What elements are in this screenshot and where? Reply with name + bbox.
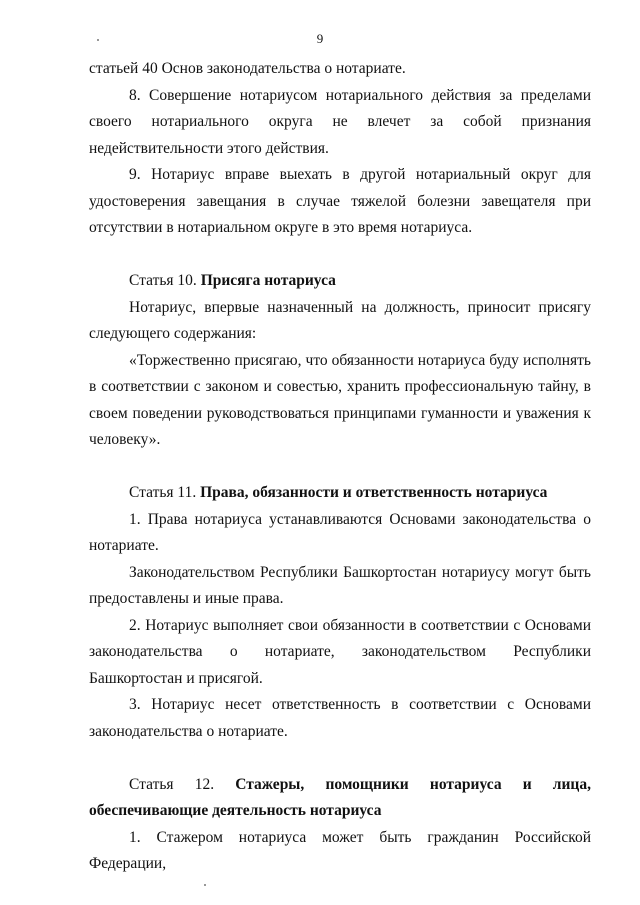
article-10-heading: [89, 268, 591, 295]
paragraph-item-9: 9. Нотариус вправе выехать в другой нотариальный округ для удостоверения завещания в случае тяжелой болезни завещателя при отсутствии в нотариальном округе в это время нотариуса.: [89, 166, 591, 236]
paragraph-item-8: 8. Совершение нотариусом нотариального действия за пределами своего нотариального округа не влечет за собой признания недействительности этого действия.: [89, 86, 591, 157]
article-10-paragraph-1: Нотариус, впервые назначенный на должность, приносит присягу следующего содержания:: [89, 298, 591, 342]
article-12-paragraph-1: 1. Стажером нотариуса может быть гражданин Российской Федерации,: [89, 828, 591, 872]
article-11-paragraph-1: 1. Права нотариуса устанавливаются Основами законодательства о нотариате.: [89, 510, 591, 554]
article-10-oath-text: «Торжественно присягаю, что обязанности нотариуса буду исполнять в соответствии с законом и совестью, хранить профессиональную тайну, в своем поведении руководствоваться принципами гуманности и уважения к человеку».: [89, 351, 591, 448]
article-10-title: Присяга нотариуса: [200, 272, 336, 289]
article-11-paragraph-2: Законодательством Республики Башкортостан нотариусу могут быть предоставлены и иные права.: [89, 563, 591, 607]
article-11-heading: [89, 480, 591, 507]
article-12-heading: [89, 772, 591, 825]
page-number: 9: [316, 31, 324, 46]
article-11-title: Права, обязанности и ответственность нотариуса: [200, 484, 548, 501]
paragraph-continuation: статьей 40 Основ законодательства о нотариате.: [89, 60, 406, 77]
article-11-paragraph-3: 2. Нотариус выполняет свои обязанности в соответствии с Основами законодательства о нотариате, законодательством Республики Башкортостан и присягой.: [89, 616, 591, 687]
scan-speck-bottom: [204, 884, 206, 886]
article-12-prefix: Статья 12.: [129, 775, 215, 793]
article-11-prefix: Статья 11.: [129, 484, 197, 501]
article-10-prefix: Статья 10.: [129, 272, 197, 289]
article-11-paragraph-4: 3. Нотариус несет ответственность в соответствии с Основами законодательства о нотариате.: [89, 696, 591, 740]
document-body: [89, 56, 591, 878]
spacer: [89, 454, 591, 481]
article-12-title: Стажеры, помощники нотариуса и лица, обеспечивающие деятельность нотариуса: [89, 775, 591, 819]
spacer: [89, 745, 591, 772]
spacer: [89, 242, 591, 269]
